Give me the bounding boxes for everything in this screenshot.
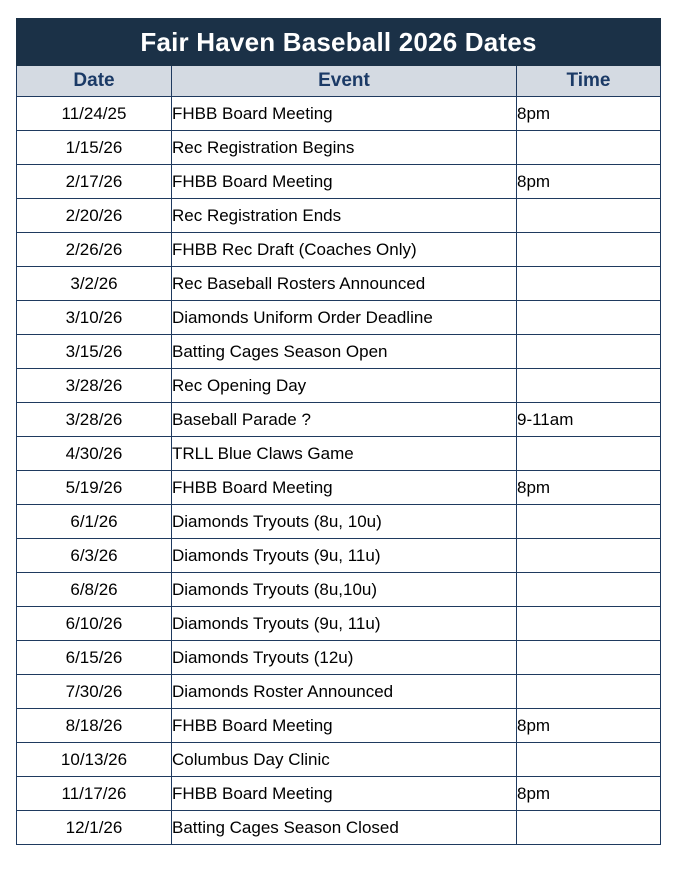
table-row bbox=[17, 743, 661, 777]
table-row bbox=[17, 607, 661, 641]
cell-time bbox=[517, 233, 661, 267]
cell-time bbox=[517, 437, 661, 471]
cell-event: TRLL Blue Claws Game bbox=[172, 437, 517, 471]
cell-event: Rec Registration Ends bbox=[172, 199, 517, 233]
cell-time bbox=[517, 505, 661, 539]
cell-time bbox=[517, 267, 661, 301]
table-body bbox=[17, 97, 661, 845]
table-row bbox=[17, 539, 661, 573]
table-row bbox=[17, 369, 661, 403]
cell-event: Rec Baseball Rosters Announced bbox=[172, 267, 517, 301]
cell-date: 3/28/26 bbox=[17, 369, 172, 403]
table-row bbox=[17, 641, 661, 675]
table-row bbox=[17, 777, 661, 811]
cell-event: Diamonds Tryouts (12u) bbox=[172, 641, 517, 675]
column-header-time: Time bbox=[517, 66, 661, 97]
table-row bbox=[17, 675, 661, 709]
column-header-event: Event bbox=[172, 66, 517, 97]
cell-event: Baseball Parade ? bbox=[172, 403, 517, 437]
table-row bbox=[17, 301, 661, 335]
cell-date: 12/1/26 bbox=[17, 811, 172, 845]
cell-time bbox=[517, 539, 661, 573]
cell-time: 8pm bbox=[517, 777, 661, 811]
table-row bbox=[17, 335, 661, 369]
cell-time: 8pm bbox=[517, 97, 661, 131]
cell-time bbox=[517, 743, 661, 777]
table-header-row bbox=[17, 66, 661, 97]
cell-date: 2/26/26 bbox=[17, 233, 172, 267]
cell-event: Rec Registration Begins bbox=[172, 131, 517, 165]
page-title: Fair Haven Baseball 2026 Dates bbox=[17, 19, 661, 66]
table-title-row bbox=[17, 19, 661, 66]
cell-event: Batting Cages Season Closed bbox=[172, 811, 517, 845]
cell-date: 10/13/26 bbox=[17, 743, 172, 777]
cell-date: 2/17/26 bbox=[17, 165, 172, 199]
cell-date: 8/18/26 bbox=[17, 709, 172, 743]
cell-date: 11/17/26 bbox=[17, 777, 172, 811]
table-row bbox=[17, 403, 661, 437]
table-row bbox=[17, 97, 661, 131]
cell-time bbox=[517, 573, 661, 607]
table-row bbox=[17, 709, 661, 743]
table-row bbox=[17, 505, 661, 539]
cell-time bbox=[517, 301, 661, 335]
table-row bbox=[17, 811, 661, 845]
cell-time: 8pm bbox=[517, 165, 661, 199]
column-header-date: Date bbox=[17, 66, 172, 97]
cell-time bbox=[517, 335, 661, 369]
cell-time: 8pm bbox=[517, 471, 661, 505]
cell-date: 3/2/26 bbox=[17, 267, 172, 301]
cell-event: Diamonds Tryouts (8u,10u) bbox=[172, 573, 517, 607]
cell-event: FHBB Board Meeting bbox=[172, 471, 517, 505]
cell-event: FHBB Board Meeting bbox=[172, 709, 517, 743]
cell-event: Diamonds Tryouts (9u, 11u) bbox=[172, 607, 517, 641]
cell-date: 7/30/26 bbox=[17, 675, 172, 709]
cell-time bbox=[517, 641, 661, 675]
table-row bbox=[17, 471, 661, 505]
table-row bbox=[17, 233, 661, 267]
cell-time: 8pm bbox=[517, 709, 661, 743]
cell-event: Diamonds Uniform Order Deadline bbox=[172, 301, 517, 335]
cell-date: 4/30/26 bbox=[17, 437, 172, 471]
cell-event: FHBB Board Meeting bbox=[172, 165, 517, 199]
cell-time bbox=[517, 607, 661, 641]
cell-event: Diamonds Roster Announced bbox=[172, 675, 517, 709]
cell-date: 6/8/26 bbox=[17, 573, 172, 607]
cell-time bbox=[517, 675, 661, 709]
cell-event: Rec Opening Day bbox=[172, 369, 517, 403]
cell-date: 6/10/26 bbox=[17, 607, 172, 641]
table-row bbox=[17, 573, 661, 607]
cell-date: 3/15/26 bbox=[17, 335, 172, 369]
cell-event: Batting Cages Season Open bbox=[172, 335, 517, 369]
table-row bbox=[17, 131, 661, 165]
cell-event: FHBB Rec Draft (Coaches Only) bbox=[172, 233, 517, 267]
schedule-table bbox=[16, 18, 661, 845]
cell-time bbox=[517, 199, 661, 233]
cell-date: 11/24/25 bbox=[17, 97, 172, 131]
cell-event: Columbus Day Clinic bbox=[172, 743, 517, 777]
cell-date: 3/10/26 bbox=[17, 301, 172, 335]
table-row bbox=[17, 165, 661, 199]
cell-time bbox=[517, 131, 661, 165]
cell-date: 1/15/26 bbox=[17, 131, 172, 165]
cell-date: 5/19/26 bbox=[17, 471, 172, 505]
cell-event: Diamonds Tryouts (9u, 11u) bbox=[172, 539, 517, 573]
cell-date: 2/20/26 bbox=[17, 199, 172, 233]
table-row bbox=[17, 199, 661, 233]
cell-event: Diamonds Tryouts (8u, 10u) bbox=[172, 505, 517, 539]
cell-time bbox=[517, 811, 661, 845]
cell-event: FHBB Board Meeting bbox=[172, 97, 517, 131]
cell-time bbox=[517, 369, 661, 403]
cell-date: 3/28/26 bbox=[17, 403, 172, 437]
cell-date: 6/3/26 bbox=[17, 539, 172, 573]
cell-date: 6/1/26 bbox=[17, 505, 172, 539]
cell-date: 6/15/26 bbox=[17, 641, 172, 675]
cell-event: FHBB Board Meeting bbox=[172, 777, 517, 811]
table-row bbox=[17, 437, 661, 471]
table-row bbox=[17, 267, 661, 301]
cell-time: 9-11am bbox=[517, 403, 661, 437]
